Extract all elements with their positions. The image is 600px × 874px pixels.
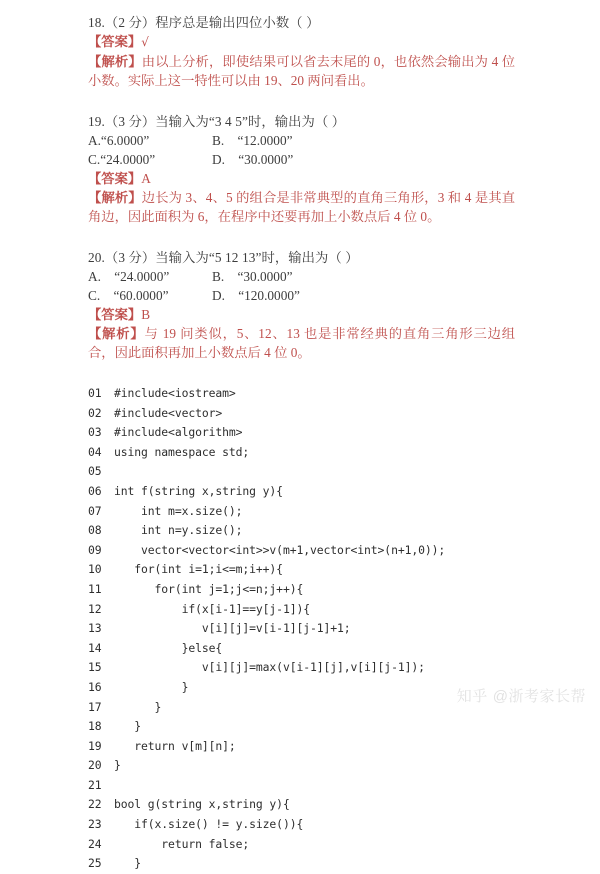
code-line-text: v[i][j]=v[i-1][j-1]+1; [114, 621, 351, 636]
code-line-number: 15 [88, 660, 102, 675]
code-listing [88, 384, 515, 874]
explanation-text: 由以上分析，即使结果可以省去末尾的 0，也依然会输出为 4 位小数。实际上这一特性可以由 19、20 两问看出。 [88, 54, 515, 88]
watermark [457, 685, 586, 706]
question-block-20 [88, 248, 515, 362]
code-line [88, 404, 515, 424]
code-line-number: 25 [88, 856, 102, 871]
answer-value: √ [141, 35, 149, 49]
explanation-line [88, 52, 515, 90]
answer-value: A [141, 171, 151, 186]
option-b[interactable]: B. “12.0000” [212, 133, 293, 148]
option-d[interactable]: D. “30.0000” [212, 152, 294, 167]
code-line-number: 09 [88, 542, 102, 557]
explanation-text: 与 19 问类似，5、12、13 也是非常经典的直角三角形三边组合，因此面积再加上小数点后 4 位 0。 [88, 326, 516, 360]
code-line-text: } [114, 856, 142, 871]
option-row [88, 131, 515, 150]
option-c[interactable]: C.“24.0000” [88, 152, 156, 167]
code-line-text: using namespace std; [114, 444, 250, 459]
code-line [88, 756, 515, 776]
code-line-text: v[i][j]=max(v[i-1][j],v[i][j-1]); [114, 660, 425, 675]
code-line-number: 18 [88, 719, 102, 734]
code-line-number: 10 [88, 562, 102, 577]
code-line-number: 14 [88, 640, 102, 655]
code-line [88, 462, 515, 482]
code-line-text: return false; [114, 836, 250, 851]
watermark-username: @浙考家长帮 [492, 688, 586, 705]
explanation-text: 边长为 3、4、5 的组合是非常典型的直角三角形，3 和 4 是其直角边，因此面积为 6，在程序中还要再加上小数点后 4 位 0。 [88, 190, 515, 224]
code-line-text: bool g(string x,string y){ [114, 797, 290, 812]
code-line-number: 22 [88, 797, 102, 812]
answer-value: B [141, 307, 151, 322]
option-row [88, 286, 515, 305]
explanation-tag: 【解析】 [88, 326, 145, 341]
code-line [88, 384, 515, 404]
code-line-text: }else{ [114, 640, 223, 655]
code-line [88, 600, 515, 620]
explanation-tag: 【解析】 [88, 190, 142, 205]
code-line [88, 541, 515, 561]
answer-line [88, 169, 515, 188]
question-stem: 19.（3 分）当输入为“3 4 5”时，输出为（ ） [88, 114, 346, 129]
code-line-number: 23 [88, 817, 102, 832]
code-line-text: #include<algorithm> [114, 425, 243, 440]
explanation-line [88, 324, 515, 362]
option-b[interactable]: B. “30.0000” [212, 269, 293, 284]
option-d[interactable]: D. “120.0000” [212, 288, 300, 303]
code-line [88, 482, 515, 502]
code-line-text: if(x.size() != y.size()){ [114, 817, 304, 832]
code-line-number: 04 [88, 444, 102, 459]
explanation-tag: 【解析】 [88, 54, 142, 69]
code-line [88, 658, 515, 678]
code-line [88, 560, 515, 580]
code-line [88, 423, 515, 443]
code-line-number: 01 [88, 386, 102, 400]
watermark-brand: 知乎 [456, 688, 488, 705]
code-line [88, 521, 515, 541]
code-line-text: #include<vector> [114, 405, 223, 420]
code-line-number: 12 [88, 601, 102, 616]
code-line-text: int f(string x,string y){ [114, 483, 283, 498]
code-line [88, 737, 515, 757]
question-block-18 [88, 13, 515, 90]
code-line-number: 16 [88, 679, 102, 694]
code-line [88, 815, 515, 835]
code-line-text: } [114, 699, 162, 714]
question-stem: 20.（3 分）当输入为“5 12 13”时，输出为（ ） [88, 250, 359, 265]
code-line-number: 11 [88, 581, 102, 596]
code-line [88, 854, 515, 874]
code-line-number: 19 [88, 738, 102, 753]
code-line [88, 619, 515, 639]
code-line [88, 776, 515, 796]
option-row [88, 267, 515, 286]
spacer [88, 90, 515, 112]
code-line-number: 21 [88, 777, 102, 792]
code-line-text: #include<iostream> [114, 386, 236, 400]
code-line-number: 17 [88, 699, 102, 714]
code-line-text: } [114, 758, 121, 773]
code-line-text: for(int i=1;i<=m;i++){ [114, 562, 283, 577]
code-line-text: vector<vector<int>>v(m+1,vector<int>(n+1,0)); [114, 542, 446, 557]
code-line-number: 03 [88, 425, 102, 440]
code-line-text: int n=y.size(); [114, 523, 243, 538]
code-line [88, 443, 515, 463]
spacer [88, 226, 515, 248]
answer-line [88, 32, 515, 52]
code-line-number: 13 [88, 621, 102, 636]
code-line [88, 502, 515, 522]
answer-tag: 【答案】 [88, 307, 142, 322]
code-line [88, 580, 515, 600]
option-a[interactable]: A.“6.0000” [88, 133, 150, 148]
question-stem: 18.（2 分）程序总是输出四位小数（ ） [88, 15, 320, 30]
code-line-number: 05 [88, 464, 102, 479]
code-line-text: return v[m][n]; [114, 738, 236, 753]
code-line-text: } [114, 719, 142, 734]
code-line [88, 678, 515, 698]
answer-tag: 【答案】 [88, 171, 142, 186]
code-line-text: if(x[i-1]==y[j-1]){ [114, 601, 310, 616]
question-block-19 [88, 112, 515, 226]
code-line [88, 717, 515, 737]
code-line-text: } [114, 679, 189, 694]
code-line [88, 835, 515, 855]
option-row [88, 150, 515, 169]
code-line-number: 08 [88, 523, 102, 538]
code-line-number: 20 [88, 758, 102, 773]
answer-tag: 【答案】 [88, 34, 142, 49]
option-a[interactable]: A. “24.0000” [88, 269, 170, 284]
code-line-number: 24 [88, 836, 102, 851]
answer-line [88, 305, 515, 324]
option-c[interactable]: C. “60.0000” [88, 288, 169, 303]
code-line [88, 698, 515, 718]
code-line-number: 02 [88, 405, 102, 420]
code-line-text: int m=x.size(); [114, 503, 243, 518]
code-line-number: 06 [88, 483, 102, 498]
code-line-text: for(int j=1;j<=n;j++){ [114, 581, 304, 596]
code-line-number: 07 [88, 503, 102, 518]
explanation-line [88, 188, 515, 226]
code-line [88, 795, 515, 815]
code-line [88, 639, 515, 659]
